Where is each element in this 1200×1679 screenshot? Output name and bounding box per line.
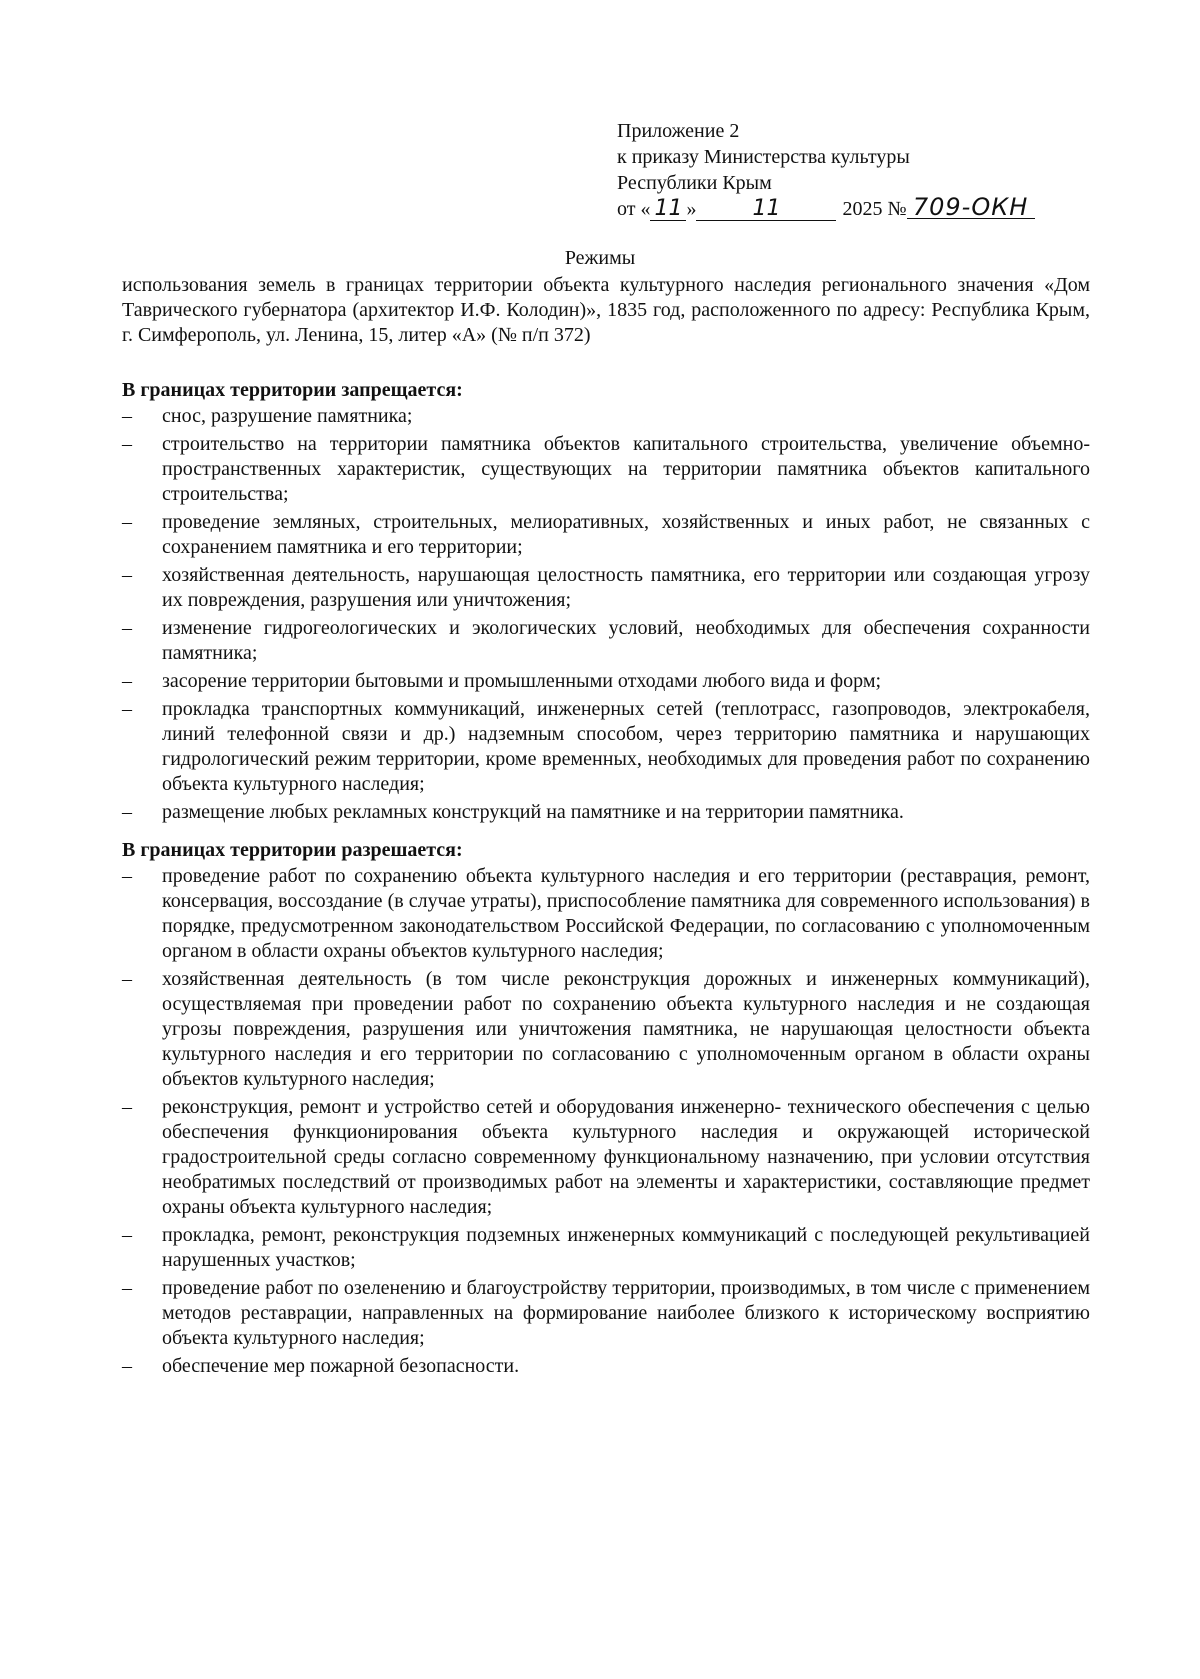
handwritten-order-number: 709-ОКН (907, 196, 1035, 219)
permitted-item-text: проведение работ по озеленению и благоустройству территории, производимых, в том числе с применением методов реставрации, направленных на формирование наиболее близкого к историческому восприятию объекта культурного наследия; (162, 1277, 1090, 1349)
prohibited-item (122, 697, 1090, 797)
document-title: Режимы (564, 247, 636, 269)
permitted-item (122, 1354, 1090, 1379)
handwritten-day: 11 (650, 198, 686, 221)
bullet-dash: – (122, 1096, 132, 1118)
permitted-item (122, 967, 1090, 1092)
prohibited-item-text: прокладка транспортных коммуникаций, инженерных сетей (теплотрасс, газопроводов, электрокабеля, линий телефонной связи и др.) надземным способом, через территорию памятника и нарушающих гидрологический режим территории, кроме временных, необходимых для проведения работ по сохранению объекта культурного наследия; (162, 698, 1090, 795)
annex-date-line (617, 193, 1097, 222)
prohibited-list (122, 404, 1090, 828)
prohibited-item (122, 510, 1090, 560)
permitted-item-text: реконструкция, ремонт и устройство сетей и оборудования инженерно- технического обеспечения с целью обеспечения функционирования объекта культурного наследия и окружающей исторической градостроительной среды согласно современному функциональному назначению, при условии отсутствия необратимых последствий от производимых работ на элементы и характеристики, составляющие предмет охраны объекта культурного наследия; (162, 1096, 1090, 1218)
bullet-dash: – (122, 564, 132, 586)
annex-block (617, 118, 1097, 222)
handwritten-month: 11 (696, 198, 836, 221)
bullet-dash: – (122, 865, 132, 887)
permitted-item (122, 864, 1090, 964)
permitted-item (122, 1276, 1090, 1351)
prohibited-item (122, 800, 1090, 825)
permitted-item (122, 1095, 1090, 1220)
bullet-dash: – (122, 801, 132, 823)
permitted-item-text: прокладка, ремонт, реконструкция подземных инженерных коммуникаций с последующей рекультивацией нарушенных участков; (162, 1224, 1090, 1271)
permitted-list (122, 864, 1090, 1382)
prohibited-item (122, 563, 1090, 613)
prohibited-item-text: проведение земляных, строительных, мелиоративных, хозяйственных и иных работ, не связанных с сохранением памятника и его территории; (162, 511, 1090, 558)
bullet-dash: – (122, 698, 132, 720)
prohibited-item (122, 616, 1090, 666)
prohibited-heading: В границах территории запрещается: (122, 379, 463, 401)
permitted-heading: В границах территории разрешается: (122, 839, 463, 861)
annex-number: Приложение 2 (617, 120, 740, 142)
bullet-dash: – (122, 1355, 132, 1377)
prohibited-item-text: строительство на территории памятника объектов капитального строительства, увеличение объемно-пространственных характеристик, существующих на территории памятника объектов капитального строительства; (162, 433, 1090, 505)
annex-republic: Республики Крым (617, 172, 772, 194)
bullet-dash: – (122, 1277, 132, 1299)
date-prefix: от « (617, 198, 651, 220)
bullet-dash: – (122, 511, 132, 533)
prohibited-item-text: хозяйственная деятельность, нарушающая целостность памятника, его территории или создающая угрозу их повреждения, разрушения или уничтожения; (162, 564, 1090, 611)
bullet-dash: – (122, 1224, 132, 1246)
permitted-item (122, 1223, 1090, 1273)
annex-order-ref: к приказу Министерства культуры (617, 146, 910, 168)
permitted-item-text: обеспечение мер пожарной безопасности. (162, 1355, 520, 1377)
bullet-dash: – (122, 433, 132, 455)
permitted-item-text: хозяйственная деятельность (в том числе реконструкция дорожных и инженерных коммуникаций), осуществляемая при проведении работ по сохранению объекта культурного наследия и не создающая угрозы повреждения, разрушения или уничтожения памятника, не нарушающая целостности объекта культурного наследия и его территории по согласованию с уполномоченным органом в области охраны объектов культурного наследия; (162, 968, 1090, 1090)
bullet-dash: – (122, 405, 132, 427)
prohibited-item-text: размещение любых рекламных конструкций на памятнике и на территории памятника. (162, 801, 904, 823)
bullet-dash: – (122, 670, 132, 692)
prohibited-item-text: засорение территории бытовыми и промышленными отходами любого вида и форм; (162, 670, 882, 692)
prohibited-item (122, 404, 1090, 429)
year-and-number-label: 2025 № (842, 198, 907, 220)
bullet-dash: – (122, 968, 132, 990)
permitted-item-text: проведение работ по сохранению объекта культурного наследия и его территории (реставрация, ремонт, консервация, воссоздание (в случае утраты), приспособление памятника для современного использования) в порядке, предусмотренном законодательством Российской Федерации, по согласованию с уполномоченным органом в области охраны объектов культурного наследия; (162, 865, 1090, 962)
prohibited-item (122, 432, 1090, 507)
bullet-dash: – (122, 617, 132, 639)
prohibited-item (122, 669, 1090, 694)
prohibited-item-text: снос, разрушение памятника; (162, 405, 413, 427)
document-subtitle: использования земель в границах территории объекта культурного наследия регионального значения «Дом Таврического губернатора (архитектор И.Ф. Колодин)», 1835 год, расположенного по адресу: Республика Крым, г. Симферополь, ул. Ленина, 15, литер «А» (№ п/п 372) (122, 274, 1090, 346)
prohibited-item-text: изменение гидрогеологических и экологических условий, необходимых для обеспечения сохранности памятника; (162, 617, 1090, 664)
date-mid: » (686, 198, 697, 220)
